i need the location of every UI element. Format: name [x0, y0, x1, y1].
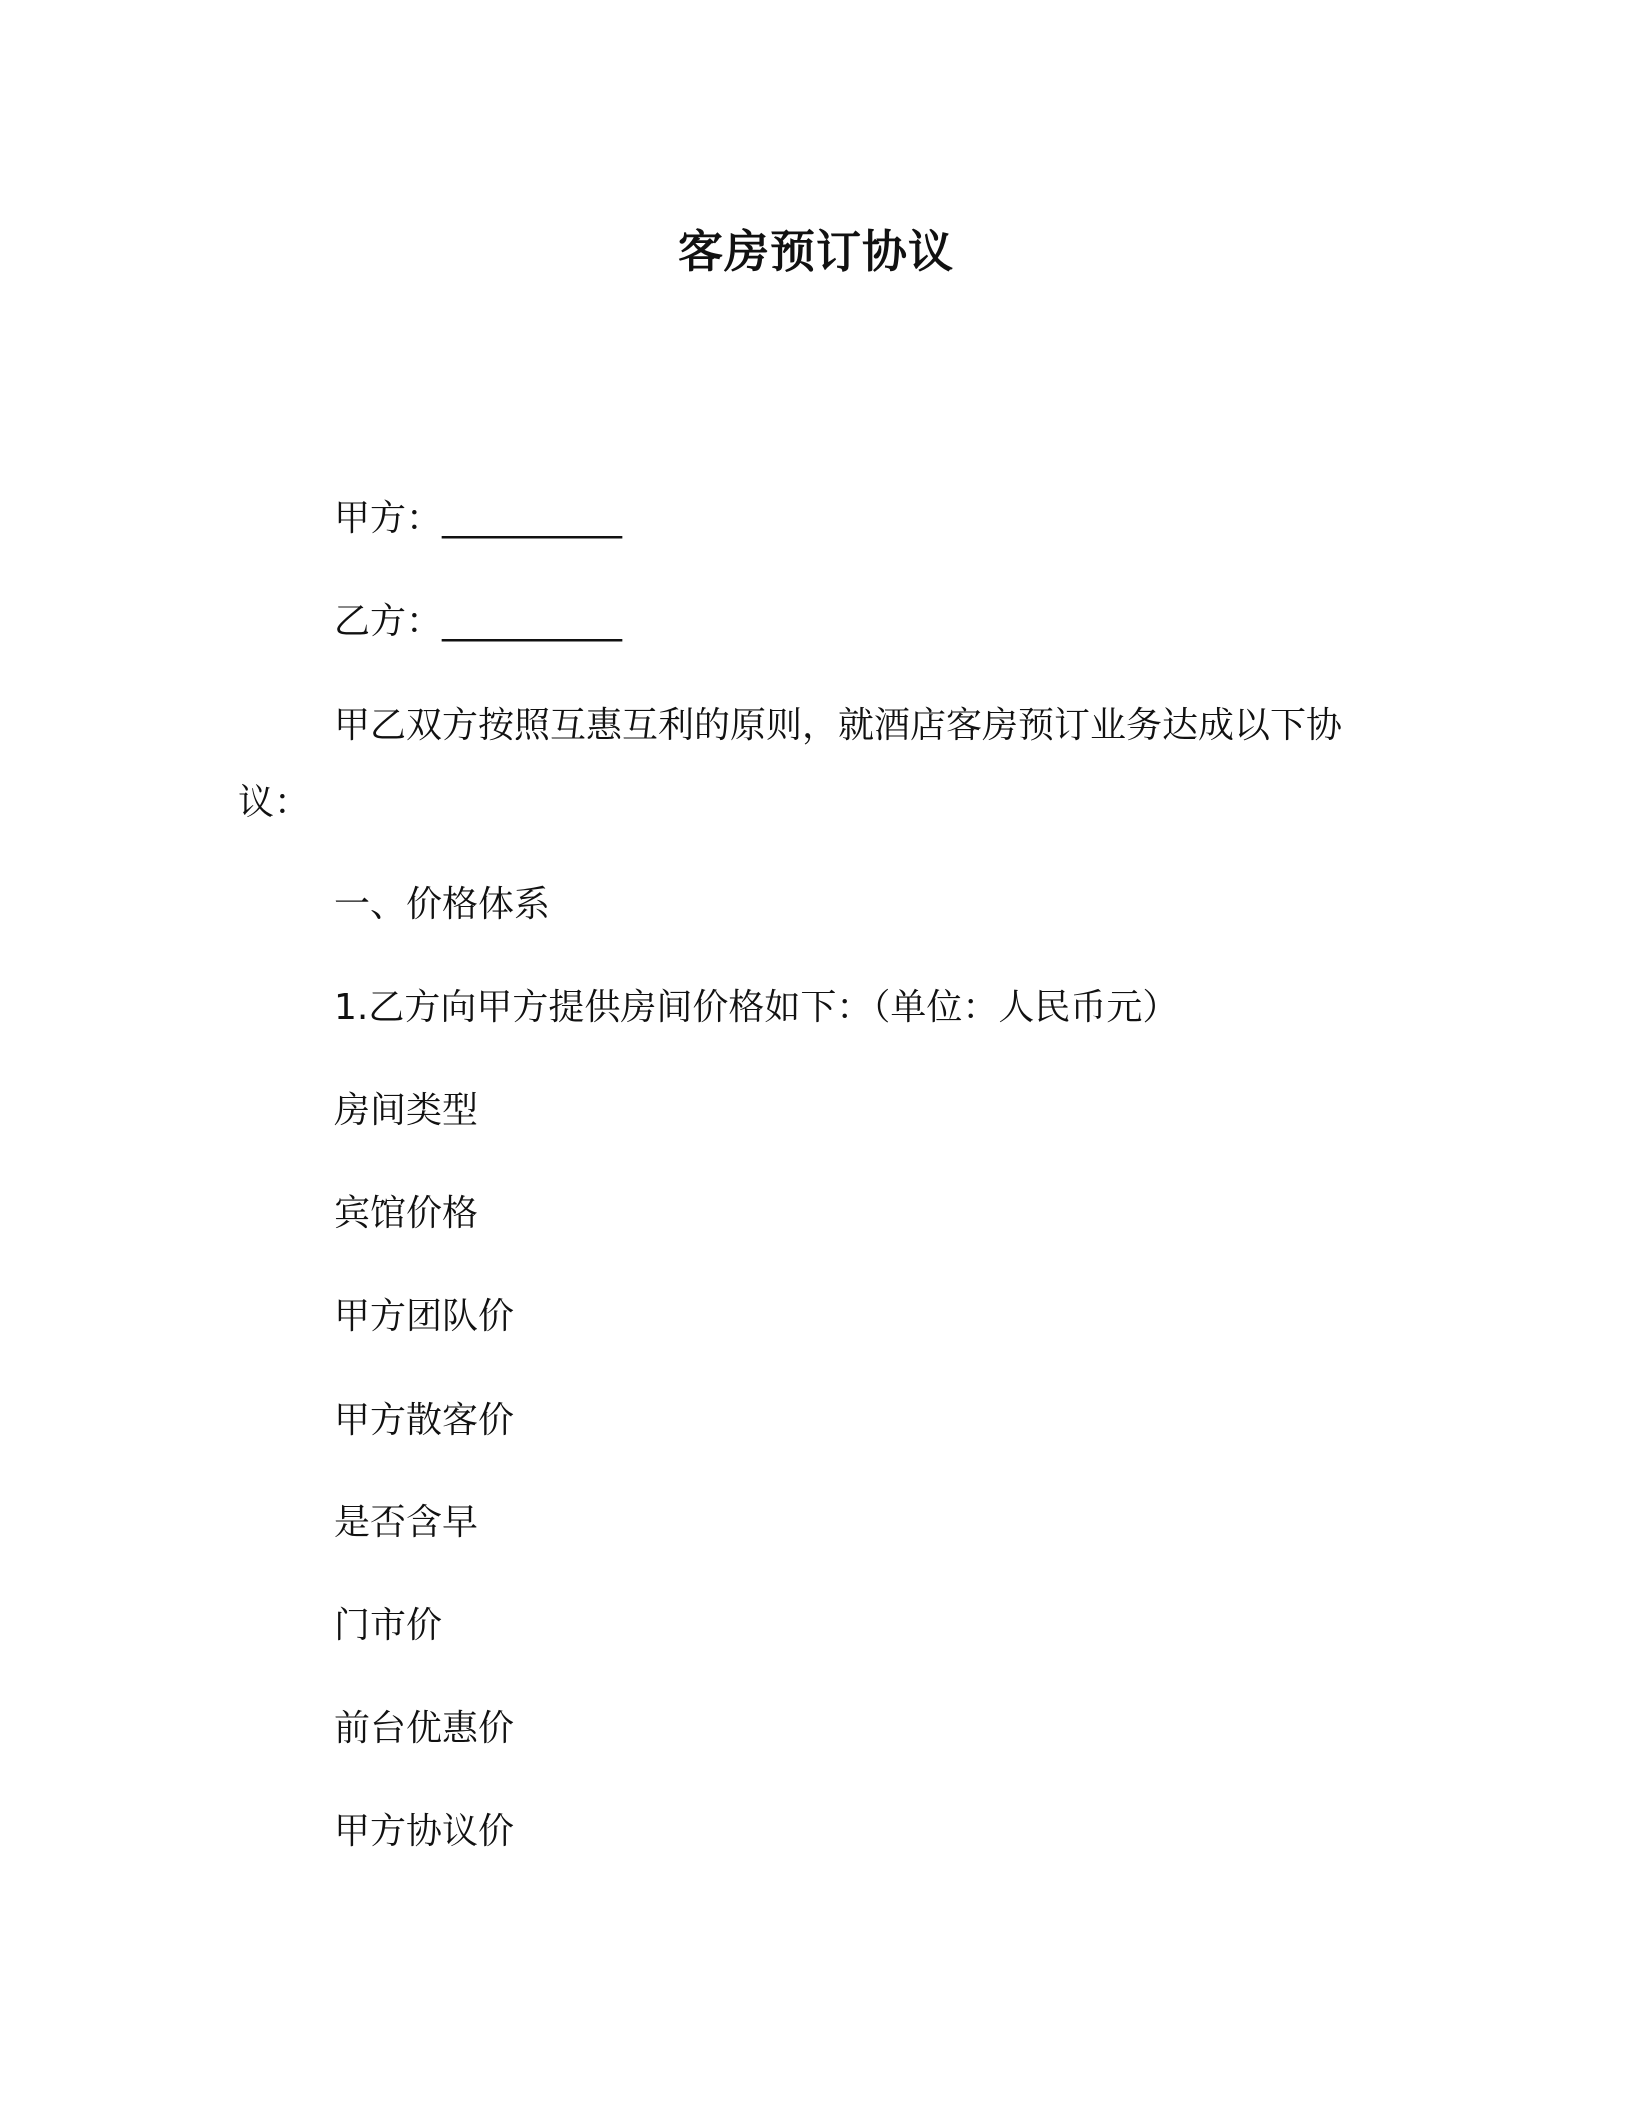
- party-b-line: 乙方：__________: [334, 601, 623, 642]
- price-item-breakfast: 是否含早: [334, 1502, 479, 1543]
- price-item-group-price: 甲方团队价: [334, 1296, 515, 1337]
- document-title: 客房预订协议: [677, 225, 954, 278]
- price-item-individual-price: 甲方散客价: [334, 1400, 515, 1441]
- price-item-rack-rate: 门市价: [334, 1605, 443, 1646]
- intro-paragraph-line-2: 议：: [238, 782, 311, 823]
- price-item-room-type: 房间类型: [334, 1090, 479, 1131]
- party-a-line: 甲方：__________: [334, 498, 623, 539]
- intro-paragraph-line-1: 甲乙双方按照互惠互利的原则，就酒店客房预订业务达成以下协: [334, 705, 1343, 746]
- section-heading-pricing: 一、价格体系: [334, 884, 551, 925]
- price-item-agreement-price: 甲方协议价: [334, 1811, 515, 1852]
- price-item-front-desk-discount: 前台优惠价: [334, 1708, 515, 1749]
- price-item-hotel-price: 宾馆价格: [334, 1193, 479, 1234]
- clause-1: 1.乙方向甲方提供房间价格如下：（单位：人民币元）: [334, 987, 1179, 1028]
